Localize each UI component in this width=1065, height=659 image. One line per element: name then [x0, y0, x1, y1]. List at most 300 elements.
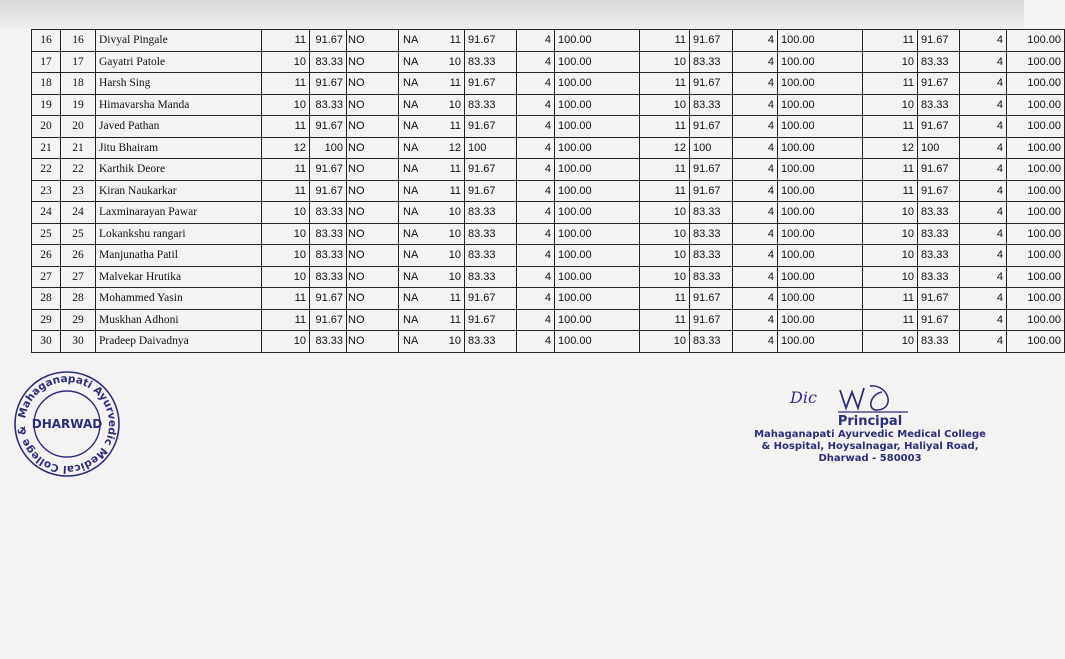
serial-number-cell: 27 [32, 266, 61, 288]
attendance-percent-cell: 91.67 [690, 159, 733, 181]
attendance-percent-cell: 100 [690, 137, 733, 159]
attended-count-cell: 10 [399, 266, 465, 288]
attended-count-cell: 10 [399, 94, 465, 116]
attendance-table-body [32, 30, 1065, 353]
attendance-percent-cell [310, 245, 347, 267]
na-cell [347, 116, 419, 138]
table-row [32, 331, 1065, 353]
attended-count-cell: 4 [517, 245, 555, 267]
attendance-percent-cell [310, 30, 347, 52]
page-top-edge [0, 0, 1024, 28]
table-row [32, 51, 1065, 73]
attended-count-cell: 4 [517, 288, 555, 310]
attended-count-cell: 4 [517, 116, 555, 138]
attendance-percent-value: 91.67 [315, 120, 343, 133]
attended-count-cell: 4 [960, 116, 1007, 138]
attendance-percent-cell: 91.67 [918, 288, 960, 310]
attendance-percent-cell: 100.00 [555, 331, 640, 353]
student-name-cell: Divyal Pingale [96, 30, 262, 52]
attendance-percent-cell: 100 [918, 137, 960, 159]
attended-count-cell: 4 [517, 331, 555, 353]
attendance-percent-cell: 100.00 [555, 180, 640, 202]
roll-number-cell: 27 [61, 266, 96, 288]
attendance-percent-cell: 100.00 [778, 137, 863, 159]
attendance-percent-cell: 100.00 [778, 245, 863, 267]
attended-count-cell: 4 [960, 94, 1007, 116]
attended-count-cell: 10 [399, 51, 465, 73]
student-name-cell: Pradeep Daivadnya [96, 331, 262, 353]
attendance-percent-value: 83.33 [315, 227, 343, 240]
attendance-percent-cell: 83.33 [690, 202, 733, 224]
attendance-percent-cell: 100.00 [1007, 180, 1065, 202]
attended-count-cell: 4 [517, 180, 555, 202]
attendance-percent-cell: 83.33 [690, 94, 733, 116]
signature-initials: Dic [790, 388, 817, 407]
serial-number-cell: 18 [32, 73, 61, 95]
attendance-percent-value: 91.67 [315, 184, 343, 197]
attended-count-cell: 4 [960, 51, 1007, 73]
attendance-percent-cell: 100.00 [778, 223, 863, 245]
attended-count-cell: 10 [399, 245, 465, 267]
flag-value: NO [347, 181, 399, 202]
attendance-percent-value: 83.33 [315, 98, 343, 111]
attended-count-cell: 11 [262, 288, 310, 310]
na-value: NA [403, 98, 419, 111]
roll-number-cell: 25 [61, 223, 96, 245]
attended-count-cell: 11 [863, 309, 918, 331]
attendance-percent-cell: 100.00 [1007, 116, 1065, 138]
attendance-percent-cell: 91.67 [918, 116, 960, 138]
principal-title: Principal [837, 414, 903, 429]
attended-count-cell: 4 [960, 73, 1007, 95]
attendance-percent-cell: 91.67 [690, 73, 733, 95]
attended-count-cell: 4 [517, 73, 555, 95]
attended-count-cell: 11 [863, 30, 918, 52]
attended-count-cell: 10 [399, 331, 465, 353]
table-row [32, 180, 1065, 202]
roll-number-cell: 22 [61, 159, 96, 181]
signature [750, 378, 990, 418]
attended-count-cell: 4 [733, 137, 778, 159]
attended-count-cell: 12 [863, 137, 918, 159]
attended-count-cell: 11 [262, 30, 310, 52]
flag-value: NO [347, 159, 399, 180]
attended-count-cell: 4 [960, 288, 1007, 310]
attendance-percent-cell: 100.00 [778, 180, 863, 202]
attendance-percent-cell: 91.67 [690, 116, 733, 138]
attendance-percent-cell: 100.00 [778, 30, 863, 52]
attended-count-cell: 12 [640, 137, 690, 159]
attended-count-cell: 11 [262, 159, 310, 181]
attended-count-cell: 4 [733, 288, 778, 310]
attended-count-cell: 4 [517, 202, 555, 224]
attendance-percent-value: 83.33 [315, 249, 343, 262]
na-value: NA [403, 163, 419, 175]
attendance-percent-cell [310, 180, 347, 202]
roll-number-cell: 17 [61, 51, 96, 73]
attendance-percent-cell: 83.33 [465, 266, 517, 288]
attended-count-cell: 10 [640, 94, 690, 116]
seal-stamp-icon [6, 370, 128, 478]
na-cell [347, 288, 419, 310]
na-value: NA [403, 34, 419, 46]
attendance-percent-cell: 91.67 [918, 159, 960, 181]
na-cell [347, 245, 419, 267]
serial-number-cell: 23 [32, 180, 61, 202]
attended-count-cell: 10 [262, 51, 310, 73]
attended-count-cell: 4 [960, 331, 1007, 353]
attendance-percent-cell: 100.00 [555, 73, 640, 95]
na-cell [347, 180, 419, 202]
roll-number-cell: 16 [61, 30, 96, 52]
attendance-percent-value: 100 [324, 141, 343, 154]
attended-count-cell: 11 [863, 73, 918, 95]
attended-count-cell: 4 [733, 266, 778, 288]
attendance-percent-cell: 83.33 [465, 51, 517, 73]
table-row [32, 94, 1065, 116]
flag-value: NO [347, 310, 399, 331]
table-row [32, 266, 1065, 288]
attendance-percent-cell: 100.00 [1007, 137, 1065, 159]
na-cell [347, 73, 419, 95]
attended-count-cell: 10 [262, 94, 310, 116]
attended-count-cell: 4 [960, 159, 1007, 181]
attended-count-cell: 10 [640, 223, 690, 245]
attendance-percent-cell: 83.33 [918, 94, 960, 116]
attendance-percent-cell: 100.00 [555, 116, 640, 138]
attendance-percent-cell: 91.67 [690, 309, 733, 331]
attended-count-cell: 4 [517, 309, 555, 331]
attendance-percent-cell: 100.00 [1007, 30, 1065, 52]
attended-count-cell: 10 [640, 266, 690, 288]
flag-value: NO [347, 138, 399, 159]
attended-count-cell: 11 [863, 116, 918, 138]
attended-count-cell: 12 [262, 137, 310, 159]
attendance-percent-cell: 100.00 [1007, 266, 1065, 288]
student-name-cell: Laxminarayan Pawar [96, 202, 262, 224]
address-line: & Hospital, Hoysalnagar, Haliyal Road, [761, 441, 979, 452]
attended-count-cell: 11 [399, 30, 465, 52]
attended-count-cell: 10 [863, 94, 918, 116]
attended-count-cell: 4 [960, 180, 1007, 202]
attendance-percent-cell: 91.67 [690, 180, 733, 202]
attended-count-cell: 4 [960, 30, 1007, 52]
attendance-percent-cell: 100.00 [1007, 331, 1065, 353]
attendance-percent-cell: 100.00 [1007, 73, 1065, 95]
attendance-percent-cell: 83.33 [918, 223, 960, 245]
na-cell [347, 94, 419, 116]
attendance-percent-cell: 100.00 [555, 51, 640, 73]
attendance-percent-cell [310, 94, 347, 116]
attended-count-cell: 4 [733, 94, 778, 116]
attended-count-cell: 4 [733, 309, 778, 331]
attendance-percent-cell: 83.33 [918, 245, 960, 267]
flag-value: NO [347, 202, 399, 223]
college-seal [6, 370, 128, 478]
attendance-percent-value: 91.67 [315, 292, 343, 305]
attendance-percent-cell [310, 223, 347, 245]
attended-count-cell: 11 [399, 180, 465, 202]
attended-count-cell: 4 [517, 51, 555, 73]
flag-value: NO [347, 116, 399, 137]
attendance-percent-cell [310, 51, 347, 73]
serial-number-cell: 26 [32, 245, 61, 267]
attended-count-cell: 11 [262, 309, 310, 331]
attended-count-cell: 11 [399, 116, 465, 138]
attended-count-cell: 11 [863, 159, 918, 181]
na-cell [347, 266, 419, 288]
seal-center-text: DHARWAD [31, 417, 103, 431]
attended-count-cell: 11 [640, 288, 690, 310]
na-value: NA [403, 335, 419, 347]
attendance-percent-cell: 100.00 [555, 245, 640, 267]
attended-count-cell: 11 [262, 73, 310, 95]
attendance-percent-cell: 100.00 [1007, 245, 1065, 267]
roll-number-cell: 30 [61, 331, 96, 353]
attendance-percent-cell: 100.00 [555, 202, 640, 224]
attendance-percent-cell: 100.00 [555, 288, 640, 310]
na-cell [347, 30, 419, 52]
roll-number-cell: 29 [61, 309, 96, 331]
attendance-percent-value: 83.33 [315, 55, 343, 68]
attended-count-cell: 11 [640, 309, 690, 331]
attendance-percent-cell: 91.67 [465, 288, 517, 310]
serial-number-cell: 17 [32, 51, 61, 73]
attendance-percent-cell: 100.00 [778, 266, 863, 288]
attendance-percent-cell: 83.33 [465, 331, 517, 353]
attendance-percent-cell: 100.00 [555, 309, 640, 331]
seal-ring-text: Mahaganapati Ayurvedic Medical College & [15, 372, 119, 476]
attendance-percent-cell: 100.00 [555, 137, 640, 159]
attendance-percent-value: 91.67 [315, 34, 343, 47]
na-value: NA [403, 184, 419, 197]
attended-count-cell: 4 [733, 245, 778, 267]
attended-count-cell: 10 [262, 331, 310, 353]
attendance-percent-cell: 91.67 [465, 180, 517, 202]
attended-count-cell: 11 [640, 30, 690, 52]
attendance-percent-value: 83.33 [315, 270, 343, 283]
attended-count-cell: 4 [960, 223, 1007, 245]
attendance-percent-cell: 100.00 [1007, 202, 1065, 224]
attendance-percent-cell [310, 73, 347, 95]
attended-count-cell: 11 [399, 309, 465, 331]
attendance-percent-value: 91.67 [315, 163, 343, 176]
table-row [32, 116, 1065, 138]
student-name-cell: Muskhan Adhoni [96, 309, 262, 331]
table-row [32, 309, 1065, 331]
attendance-percent-value: 83.33 [315, 335, 343, 348]
attendance-percent-cell: 91.67 [465, 73, 517, 95]
roll-number-cell: 23 [61, 180, 96, 202]
attended-count-cell: 11 [262, 180, 310, 202]
roll-number-cell: 20 [61, 116, 96, 138]
na-value: NA [403, 292, 419, 304]
student-name-cell: Harsh Sing [96, 73, 262, 95]
attended-count-cell: 4 [733, 202, 778, 224]
na-cell [347, 51, 419, 73]
na-cell [347, 159, 419, 181]
na-value: NA [403, 313, 419, 326]
na-value: NA [403, 55, 419, 68]
attendance-percent-cell: 83.33 [918, 202, 960, 224]
attended-count-cell: 4 [733, 223, 778, 245]
address-line: Mahaganapati Ayurvedic Medical College [754, 429, 986, 440]
attendance-percent-cell: 100.00 [1007, 159, 1065, 181]
attended-count-cell: 4 [733, 180, 778, 202]
attended-count-cell: 4 [960, 245, 1007, 267]
flag-value: NO [347, 73, 399, 94]
attended-count-cell: 10 [863, 223, 918, 245]
na-value: NA [403, 270, 419, 283]
serial-number-cell: 24 [32, 202, 61, 224]
flag-value: NO [347, 95, 399, 116]
attended-count-cell: 10 [262, 202, 310, 224]
attended-count-cell: 4 [733, 331, 778, 353]
attendance-percent-cell: 100.00 [555, 30, 640, 52]
table-row [32, 288, 1065, 310]
table-row [32, 30, 1065, 52]
attended-count-cell: 10 [262, 223, 310, 245]
attendance-percent-cell: 83.33 [465, 94, 517, 116]
attendance-percent-cell: 91.67 [465, 116, 517, 138]
attendance-percent-cell: 100.00 [778, 288, 863, 310]
serial-number-cell: 22 [32, 159, 61, 181]
attended-count-cell: 4 [960, 309, 1007, 331]
na-value: NA [403, 77, 419, 89]
attended-count-cell: 11 [640, 116, 690, 138]
attendance-percent-cell [310, 137, 347, 159]
student-name-cell: Himavarsha Manda [96, 94, 262, 116]
serial-number-cell: 21 [32, 137, 61, 159]
attendance-percent-cell: 83.33 [465, 202, 517, 224]
attended-count-cell: 10 [262, 245, 310, 267]
attended-count-cell: 4 [517, 94, 555, 116]
student-name-cell: Kiran Naukarkar [96, 180, 262, 202]
serial-number-cell: 16 [32, 30, 61, 52]
serial-number-cell: 30 [32, 331, 61, 353]
serial-number-cell: 29 [32, 309, 61, 331]
attendance-percent-cell: 100.00 [778, 116, 863, 138]
serial-number-cell: 19 [32, 94, 61, 116]
attendance-percent-cell: 100.00 [778, 51, 863, 73]
attendance-percent-cell: 100.00 [555, 266, 640, 288]
attended-count-cell: 10 [640, 51, 690, 73]
attended-count-cell: 11 [640, 73, 690, 95]
na-value: NA [403, 227, 419, 240]
na-cell [347, 202, 419, 224]
table-row [32, 202, 1065, 224]
table-row [32, 159, 1065, 181]
na-value: NA [403, 120, 419, 132]
table-row [32, 245, 1065, 267]
attended-count-cell: 10 [640, 331, 690, 353]
attendance-percent-cell: 100.00 [778, 331, 863, 353]
attendance-percent-cell: 83.33 [690, 51, 733, 73]
attended-count-cell: 12 [399, 137, 465, 159]
attended-count-cell: 10 [262, 266, 310, 288]
attendance-percent-cell: 83.33 [918, 266, 960, 288]
attendance-percent-cell [310, 266, 347, 288]
table-row [32, 73, 1065, 95]
address-line: Dharwad - 580003 [818, 453, 922, 464]
attendance-table [31, 29, 1065, 353]
attendance-percent-cell [310, 116, 347, 138]
attendance-percent-cell: 83.33 [465, 245, 517, 267]
attendance-percent-value: 83.33 [315, 206, 343, 219]
roll-number-cell: 26 [61, 245, 96, 267]
roll-number-cell: 19 [61, 94, 96, 116]
attendance-percent-cell [310, 288, 347, 310]
flag-value: NO [347, 224, 399, 245]
attended-count-cell: 4 [517, 30, 555, 52]
attendance-percent-cell: 100.00 [778, 309, 863, 331]
attendance-percent-cell: 91.67 [690, 30, 733, 52]
principal-signature-block [750, 378, 990, 465]
attendance-percent-cell: 100.00 [1007, 51, 1065, 73]
roll-number-cell: 18 [61, 73, 96, 95]
attended-count-cell: 11 [399, 288, 465, 310]
attendance-percent-cell: 83.33 [465, 223, 517, 245]
attendance-percent-cell: 83.33 [918, 331, 960, 353]
serial-number-cell: 28 [32, 288, 61, 310]
attended-count-cell: 10 [863, 202, 918, 224]
attended-count-cell: 11 [640, 180, 690, 202]
attendance-percent-cell: 83.33 [690, 223, 733, 245]
attendance-percent-cell: 100.00 [778, 159, 863, 181]
attended-count-cell: 10 [863, 266, 918, 288]
attendance-percent-cell: 91.67 [918, 30, 960, 52]
attended-count-cell: 10 [863, 245, 918, 267]
attended-count-cell: 4 [517, 266, 555, 288]
attended-count-cell: 10 [399, 223, 465, 245]
attendance-percent-cell: 83.33 [690, 331, 733, 353]
attendance-percent-cell [310, 159, 347, 181]
roll-number-cell: 28 [61, 288, 96, 310]
attendance-percent-cell: 100.00 [778, 202, 863, 224]
flag-value: NO [347, 52, 399, 73]
serial-number-cell: 25 [32, 223, 61, 245]
attended-count-cell: 11 [863, 288, 918, 310]
na-value: NA [403, 249, 419, 261]
attendance-percent-cell: 83.33 [690, 266, 733, 288]
attended-count-cell: 10 [863, 51, 918, 73]
attended-count-cell: 11 [863, 180, 918, 202]
attendance-percent-cell: 100.00 [1007, 309, 1065, 331]
flag-value: NO [347, 288, 399, 309]
student-name-cell: Javed Pathan [96, 116, 262, 138]
table-row [32, 137, 1065, 159]
na-cell [347, 309, 419, 331]
student-name-cell: Mohammed Yasin [96, 288, 262, 310]
attendance-percent-cell [310, 331, 347, 353]
attended-count-cell: 4 [733, 159, 778, 181]
attendance-percent-cell: 91.67 [918, 180, 960, 202]
attendance-percent-cell: 91.67 [465, 30, 517, 52]
na-cell [347, 223, 419, 245]
attendance-percent-cell: 83.33 [690, 245, 733, 267]
attendance-percent-cell: 100.00 [555, 159, 640, 181]
na-value: NA [403, 141, 419, 154]
attended-count-cell: 4 [733, 73, 778, 95]
attendance-percent-cell: 91.67 [918, 309, 960, 331]
attendance-percent-cell: 91.67 [690, 288, 733, 310]
attendance-percent-cell: 100.00 [555, 94, 640, 116]
attended-count-cell: 4 [733, 30, 778, 52]
student-name-cell: Jitu Bhairam [96, 137, 262, 159]
na-cell [347, 331, 419, 353]
student-name-cell: Gayatri Patole [96, 51, 262, 73]
attendance-percent-cell: 100.00 [555, 223, 640, 245]
